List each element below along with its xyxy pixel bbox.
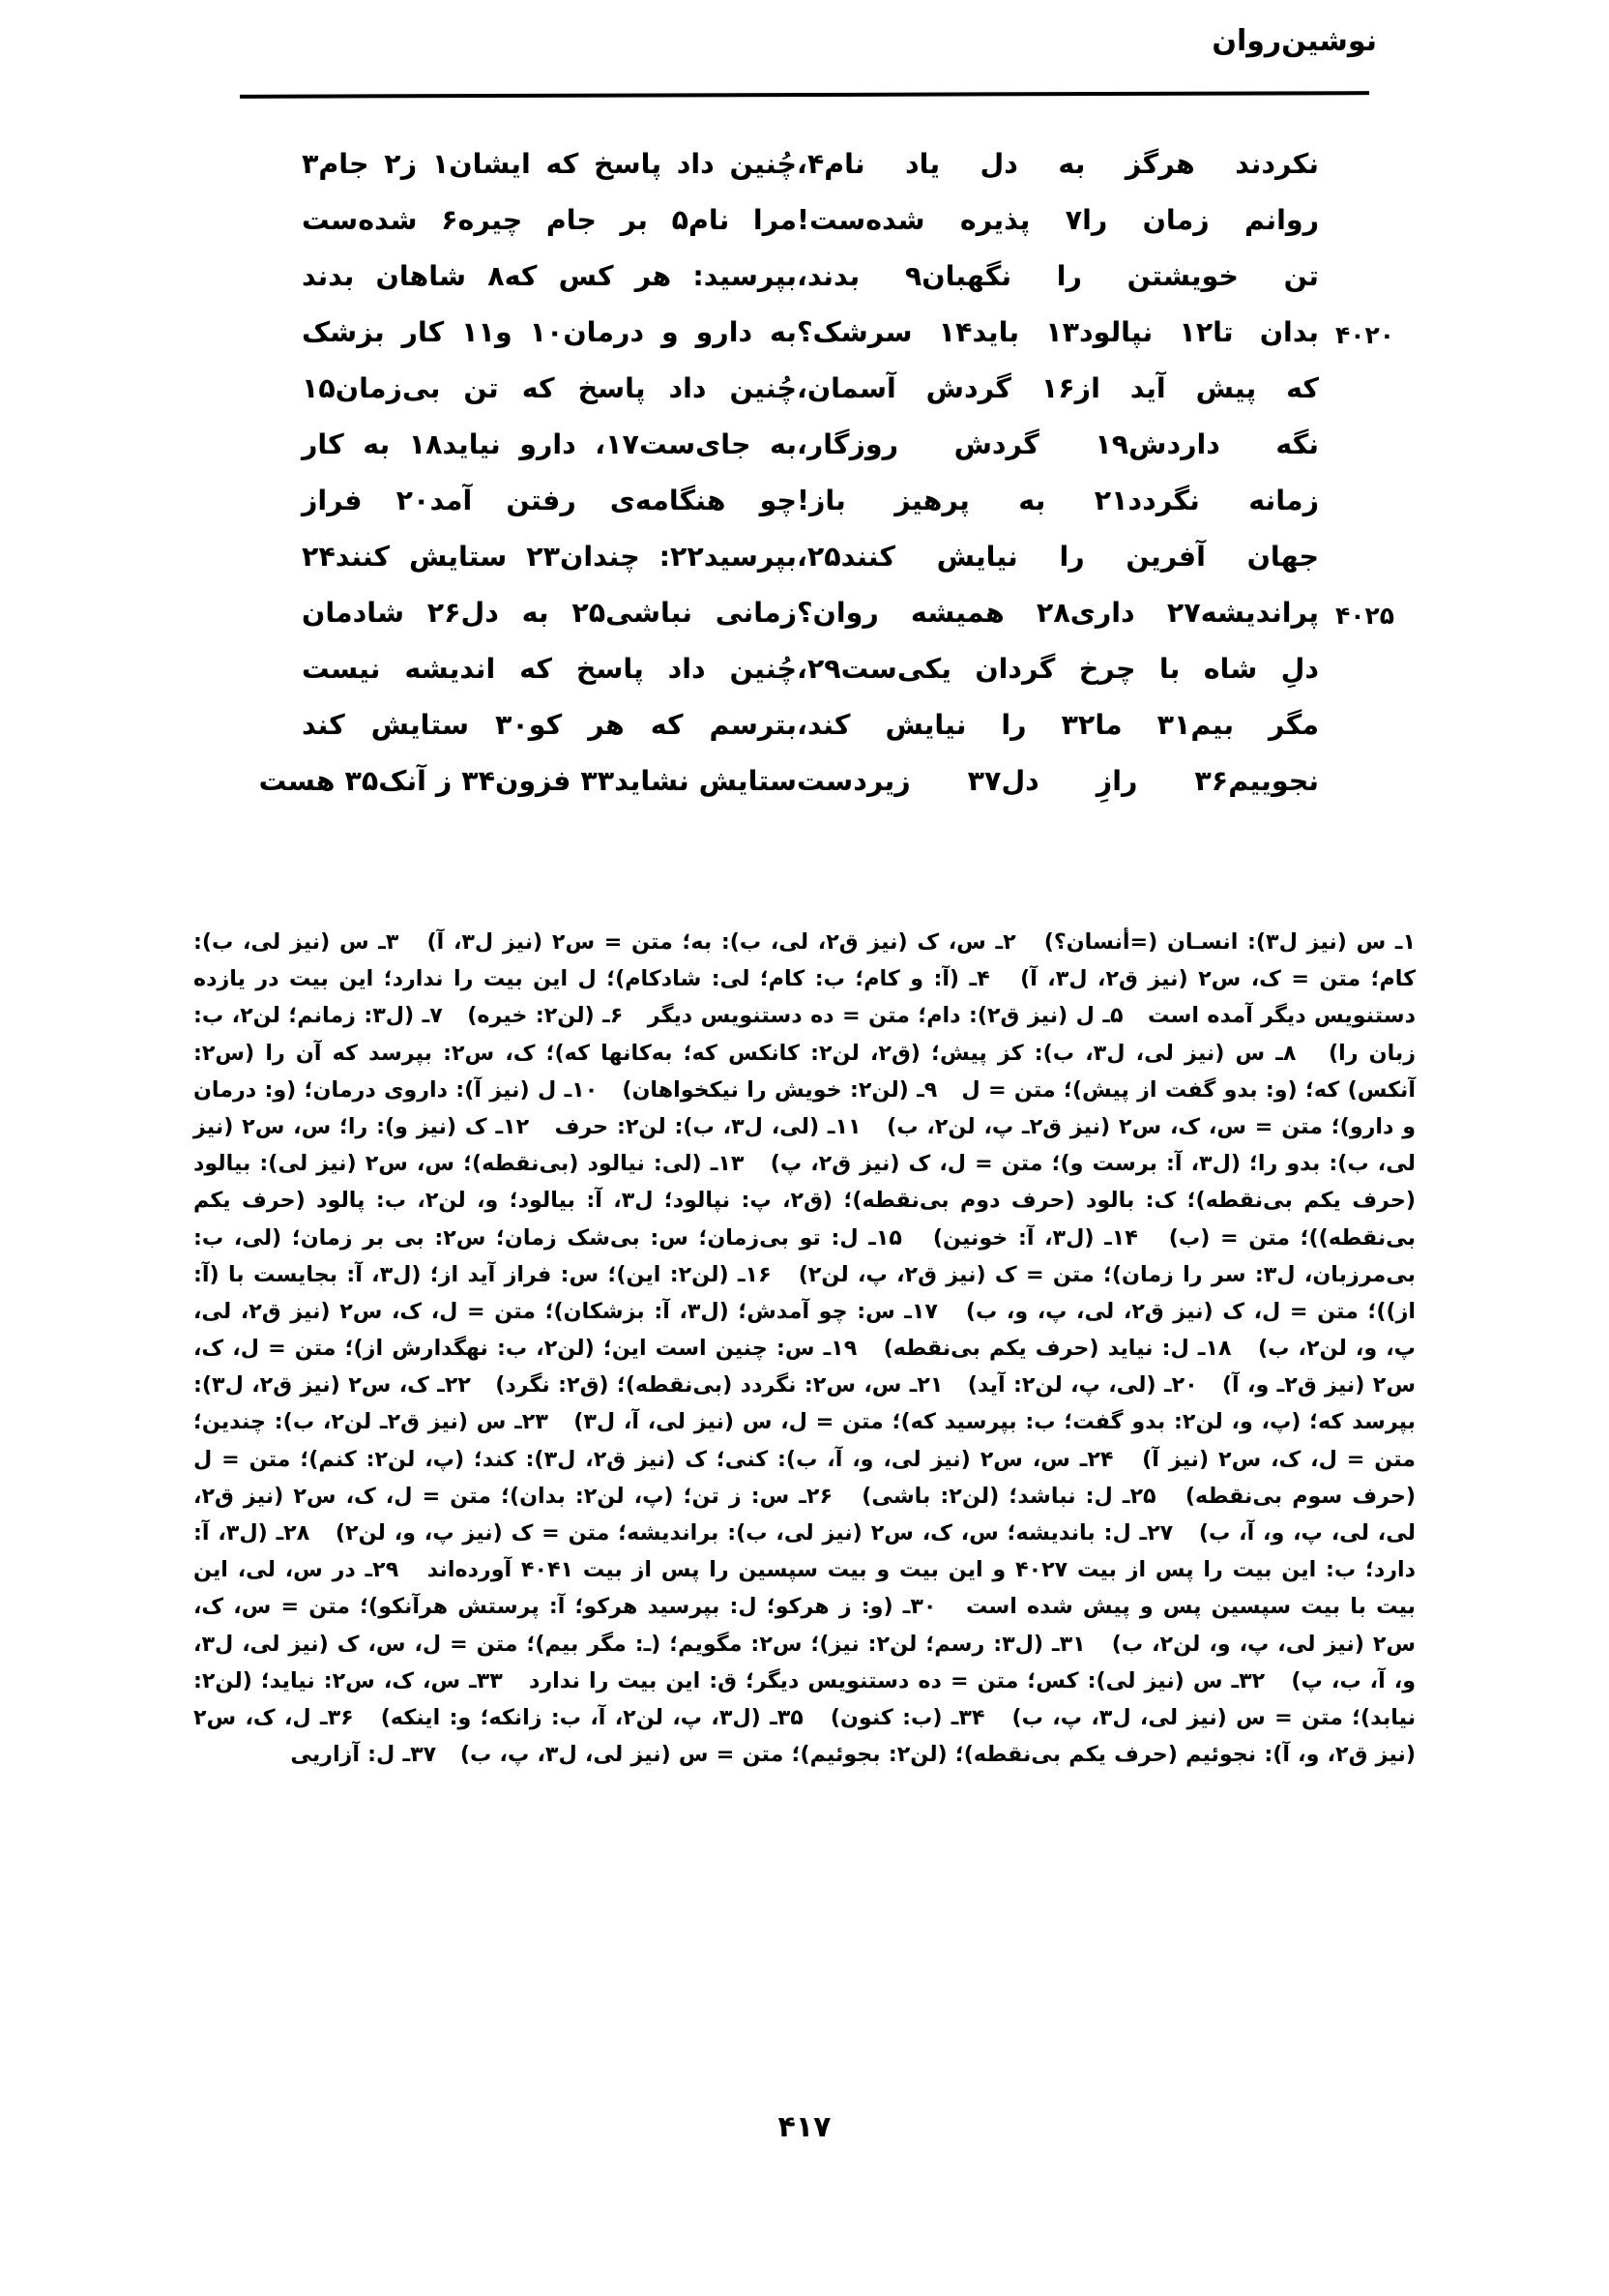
hemistich-b: که پیش آید از۱۶ گردش آسمان، — [797, 372, 1320, 404]
apparatus-note: ۲ـ س، ک (نیز ق۲، لی، ب): به؛ متن = س۲ (نیز ل۳، آ) — [426, 929, 1016, 955]
apparatus-note: ۱۰ـ ل (نیز آ): داروی درمان؛ (و: درمان و دارو)؛ متن = س، ک، س۲ (نیز ق۲ـ پ، لن۲، ب) — [193, 1076, 1416, 1139]
hemistich-b: جهان آفرین را نیایش کنند۲۵، — [797, 541, 1319, 573]
apparatus-note: ۲۰ـ (لی، پ، لن۲: آید) — [967, 1372, 1198, 1398]
hemistich-a: زمانی نباشی۲۵ به دل۲۶ شادمان — [302, 597, 798, 629]
hemistich-b: بدان تا۱۲ نپالود۱۳ باید۱۴ سرشک؟ — [797, 316, 1319, 348]
hemistich-b: روانم زمان را۷ پذیره شده‌ست! — [797, 204, 1319, 236]
hemistich-b: نجوییم۳۶ رازِ دل۳۷ زیردست — [797, 765, 1319, 797]
verse-couplet — [290, 482, 1319, 538]
hemistich-b: زمانه نگردد۲۱ به پرهیز باز! — [797, 485, 1319, 516]
hemistich-a: به دارو و درمان۱۰ و۱۱ کار بزشک — [302, 316, 797, 348]
apparatus-note: ۳ـ س (نیز لی، ب): کام؛ متن = ک، س۲ (نیز ق۲، ل۳، آ) — [193, 929, 1416, 992]
apparatus-note: ۵ـ ل (نیز ق۲): دام؛ متن = ده دستنویس دیگر — [647, 1003, 1124, 1029]
verse-number: ۴۰۲۰ — [1334, 321, 1394, 349]
critical-apparatus — [193, 924, 1416, 1773]
apparatus-note: ۱۸ـ ل: نیاید (حرف یکم بی‌نقطه) — [883, 1336, 1232, 1362]
hemistich-a: چُنین داد پاسخ که اندیشه نیست — [302, 653, 797, 685]
apparatus-note: ۳۲ـ س (نیز لی): کس؛ متن = ده دستنویس دیگر؛ ق: این بیت را ندارد — [529, 1667, 1266, 1693]
apparatus-note: ۲۱ـ س، س۲: نگردد (بی‌نقطه)؛ (ق۲: نگرد) — [495, 1372, 944, 1398]
hemistich-a: چُنین داد پاسخ که تن بی‌زمان۱۵ — [302, 372, 797, 404]
apparatus-note: ۱ـ س (نیز ل۳): انسـان (=أنسان؟) — [1043, 929, 1417, 955]
verse-couplet — [290, 650, 1319, 706]
hemistich-a: ستایش نشاید۳۳ فزون۳۴ ز آنک۳۵ هست — [258, 765, 797, 797]
header-rule — [240, 91, 1369, 99]
apparatus-note: ۲۸ـ (ل۳، آ: دارد؛ ب: این بیت را پس از بیت ۴۰۲۷ و این بیت و بیت سپسین را پس از بیت ۴۰۴۱ آورده‌اند — [193, 1520, 1417, 1583]
hemistich-a: به جای‌ست۱۷، دارو نیاید۱۸ به کار — [302, 428, 798, 460]
verse-number: ۴۰۲۵ — [1334, 602, 1394, 630]
hemistich-b: نکردند هرگز به دل یاد نام۴، — [797, 148, 1319, 180]
apparatus-note: ۲۷ـ ل: باندیشه؛ س، ک، س۲ (نیز لی، ب): براندیشه؛ متن = ک (نیز پ، و، لن۲) — [335, 1520, 1174, 1545]
apparatus-note: ۲۶ـ س: ز تن؛ (پ، لن۲: بدان)؛ متن = ل، ک، س۲ (نیز ق۲، لی، لی، پ، و، آ، ب) — [193, 1483, 1416, 1545]
apparatus-note: ۱۴ـ (ل۳، آ: خونین) — [932, 1224, 1138, 1251]
hemistich-a: چو هنگامه‌ی رفتن آمد۲۰ فراز — [302, 485, 797, 516]
apparatus-note: ۲۲ـ ک، س۲ (نیز ق۲، ل۳): بپرسد که؛ (پ، و، لن۲: بدو گفت؛ ب: بپرسید که)؛ متن = ل، س (نیز لی، آ، ل۳) — [193, 1372, 1417, 1435]
apparatus-note: ۷ـ (ل۳: زمانم؛ لن۲، ب: زبان را) — [193, 1003, 1417, 1066]
verse-couplet — [290, 369, 1319, 426]
apparatus-note: ۲۳ـ س (نیز ق۲ـ لن۲، ب): چندین؛ متن = ل، ک، س۲ (نیز آ) — [193, 1409, 1417, 1472]
hemistich-a: مرا نام۵ بر جام چیره۶ شده‌ست — [302, 204, 798, 236]
hemistich-b: مگر بیم۳۱ ما۳۲ را نیایش کند، — [797, 709, 1319, 741]
verse-block — [258, 145, 1394, 818]
apparatus-note: ۱۱ـ (لی، ل۳، ب): لن۲: حرف — [554, 1113, 862, 1139]
verse-couplet — [290, 313, 1394, 369]
apparatus-note: ۱۷ـ س: چو آمدش؛ (ل۳، آ: بزشکان)؛ متن = ل، ک، س۲ (نیز ق۲، لی، پ، و، لن۲، ب) — [193, 1298, 1416, 1362]
verse-couplet — [258, 762, 1319, 818]
apparatus-note: ۲۹ـ در س، لی، این بیت با بیت سپسین پس و پیش شده است — [193, 1557, 1416, 1620]
apparatus-note: ۱۳ـ (لی: نیالود (بی‌نقطه)؛ س، س۲ (نیز لی): بیالود (حرف یکم بی‌نقطه)؛ ک: بالود (حرف دوم بی‌نقطه)؛ (ق۲، پ: نپالود؛ ل۳، آ: بیالود؛ و، لن۲، ب: پالود (حرف یکم بی‌نقطه))؛ متن = (ب) — [193, 1151, 1416, 1251]
hemistich-a: بترسم که هر کو۳۰ ستایش کند — [302, 709, 797, 741]
running-head: نوشین‌روان — [1212, 24, 1377, 58]
verse-couplet — [290, 538, 1319, 594]
apparatus-note: ۲۵ـ ل: نباشد؛ (لن۲: باشی) — [862, 1483, 1156, 1509]
verse-couplet — [290, 706, 1319, 762]
hemistich-b: تن خویشتن را نگهبان۹ بدند، — [797, 260, 1320, 292]
hemistich-a: بپرسید: هر کس که۸ شاهان بدند — [302, 260, 797, 292]
verse-couplet — [290, 257, 1319, 313]
hemistich-b: پراندیشه۲۷ داری۲۸ همیشه روان؟ — [797, 597, 1319, 629]
hemistich-a: چُنین داد پاسخ که ایشان۱ ز۲ جام۳ — [302, 148, 797, 180]
apparatus-note: ۳۷ـ ل: آزاریی — [290, 1742, 437, 1768]
verse-couplet — [290, 201, 1319, 257]
apparatus-note: ۳۱ـ (ل۳: رسم؛ لن۲: نیز)؛ س۲: مگویم؛ (ـ: مگر بیم)؛ متن = ل، س، ک (نیز لی، ل۳، و، آ، ب، پ) — [193, 1631, 1416, 1693]
hemistich-b: دلِ شاه با چرخ گردان یکی‌ست۲۹، — [797, 653, 1319, 685]
apparatus-note: ۲۴ـ س، س۲ (نیز لی، و، آ، ب): کنی؛ ک (نیز ق۲، ل۳): کند؛ (پ، لن۲: کنم)؛ متن = ل (حرف سوم بی‌نقطه) — [193, 1446, 1416, 1509]
verse-couplet — [290, 145, 1319, 201]
apparatus-note: ۱۵ـ ل: تو بی‌زمان؛ س: بی‌شک زمان؛ س۲: بی بر زمان؛ (لی، ب: بی‌مرزبان، ل۳: سر را زمان)؛ متن = ک (نیز ق۲، پ، لن۲) — [193, 1224, 1417, 1287]
apparatus-note: ۱۲ـ ک (نیز و): را؛ س، س۲ (نیز لی، ب): بدو را؛ (ل۳، آ: برست و)؛ متن = ل، ک (نیز ق۲، پ) — [193, 1113, 1417, 1177]
page-number: ۴۱۷ — [777, 2110, 832, 2144]
hemistich-a: بپرسید۲۲: چندان۲۳ ستایش کنند۲۴ — [302, 541, 797, 573]
apparatus-note: ۳۵ـ (ل۳، پ، لن۲، آ، ب: زانکه؛ و: اینکه) — [380, 1704, 804, 1730]
apparatus-note: ۳۳ـ س، ک، س۲: نیاید؛ (لن۲: نیابد)؛ متن = س (نیز لی، ل۳، پ، ب) — [193, 1667, 1417, 1730]
apparatus-note: ۹ـ (لن۲: خویش را نیکخواهان) — [622, 1076, 938, 1103]
apparatus-note: ۳۶ـ ل، ک، س۲ (نیز ق۲، و، آ): نجوئیم (حرف یکم بی‌نقطه)؛ (لن۲: بجوئیم)؛ متن = س (نیز لی، ل۳، پ، ب) — [193, 1704, 1416, 1768]
apparatus-note: ۴ـ (آ: و کام؛ ب: کام؛ لی: شادکام)؛ ل این بیت را ندارد؛ این بیت در یازده دستنویس دیگر آمده است — [193, 966, 1416, 1029]
apparatus-note: ۳۴ـ (ب: کنون) — [830, 1704, 985, 1730]
verse-couplet — [290, 594, 1394, 650]
apparatus-note: ۸ـ س (نیز لی، ل۳، ب): کز پیش؛ (ق۲، لن۲: کانکس که؛ به‌کانها که)؛ ک، س۲: بپرسد که آن را (س۲: آنکس) که؛ (و: بدو گفت از پیش)؛ متن = ل — [193, 1040, 1416, 1103]
apparatus-note: ۳۰ـ (و: ز هرکو؛ ل: بپرسید هرکو؛ آ: پرستش هرآنکو)؛ متن = س، ک، س۲ (نیز لی، پ، و، لن۲، ب) — [193, 1594, 1416, 1657]
hemistich-b: نگه داردش۱۹ گردش روزگار، — [797, 428, 1319, 460]
apparatus-note: ۱۹ـ س: چنین است این؛ (لن۲، ب: نهگدارش از)؛ متن = ل، ک، س۲ (نیز ق۲ـ و، آ) — [193, 1336, 1416, 1398]
verse-couplet — [290, 426, 1319, 482]
apparatus-note: ۱۶ـ (لن۲: این)؛ س: فراز آید از؛ (ل۳، آ: بجایست با (آ: از))؛ متن = ل، ک (نیز ق۲، لی، پ، و، ب) — [193, 1261, 1416, 1324]
apparatus-note: ۶ـ (لن۲: خیره) — [467, 1003, 624, 1029]
